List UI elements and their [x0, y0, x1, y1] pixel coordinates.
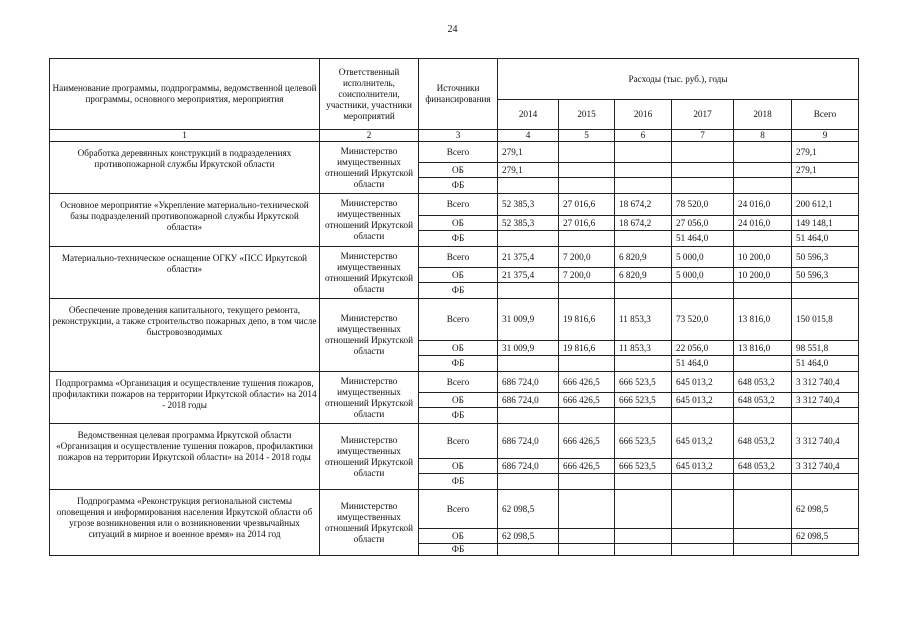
expense-value-cell: [559, 408, 615, 424]
expense-value-cell: 51 464,0: [792, 231, 859, 247]
funding-source-cell: Всего: [419, 490, 498, 529]
column-numbers-row: [50, 130, 859, 142]
header-source-cell: Источники финансирования: [419, 59, 498, 130]
expense-value-cell: 7 200,0: [559, 247, 615, 268]
expense-value-cell: 279,1: [498, 163, 559, 178]
expense-value-cell: 18 674,2: [615, 216, 672, 231]
expense-value-cell: [615, 231, 672, 247]
column-number: 5: [559, 130, 615, 142]
program-name-cell: Материально-техническое оснащение ОГКУ «ПСС Иркутской области»: [50, 247, 320, 299]
expense-value-cell: [498, 231, 559, 247]
expense-value-cell: 31 009,9: [498, 299, 559, 341]
expense-value-cell: 11 853,3: [615, 299, 672, 341]
expense-value-cell: 645 013,2: [672, 393, 734, 408]
expense-value-cell: [672, 163, 734, 178]
executor-cell: Министерство имущественных отношений Иркутской области: [320, 372, 419, 424]
funding-source-cell: ОБ: [419, 393, 498, 408]
expense-value-cell: 666 523,5: [615, 393, 672, 408]
executor-cell: Министерство имущественных отношений Иркутской области: [320, 490, 419, 556]
expense-value-cell: [559, 544, 615, 556]
expense-value-cell: [792, 474, 859, 490]
column-number: 3: [419, 130, 498, 142]
header-year-2018: 2018: [734, 100, 792, 130]
column-number: 8: [734, 130, 792, 142]
header-year-2016: 2016: [615, 100, 672, 130]
funding-source-cell: ОБ: [419, 529, 498, 544]
expense-value-cell: [734, 163, 792, 178]
expense-value-cell: [559, 474, 615, 490]
column-number: 4: [498, 130, 559, 142]
executor-cell: Министерство имущественных отношений Иркутской области: [320, 424, 419, 490]
expense-value-cell: [498, 283, 559, 299]
expense-value-cell: [559, 356, 615, 372]
expense-value-cell: [792, 283, 859, 299]
expense-value-cell: [498, 544, 559, 556]
expense-value-cell: 10 200,0: [734, 247, 792, 268]
funding-source-cell: ОБ: [419, 459, 498, 474]
funding-source-cell: ФБ: [419, 231, 498, 247]
expense-value-cell: [615, 163, 672, 178]
funding-source-cell: ФБ: [419, 408, 498, 424]
table-row: [50, 490, 859, 529]
funding-source-cell: ФБ: [419, 474, 498, 490]
program-name-cell: Ведомственная целевая программа Иркутской области «Организация и осуществление тушения пожаров, профилактики пожаров на территории Иркутской области» на 2014 - 2018 годы: [50, 424, 320, 490]
header-row-top: [50, 59, 859, 100]
expense-value-cell: 6 820,9: [615, 247, 672, 268]
table-body: [50, 59, 859, 556]
page-number: 24: [447, 24, 458, 35]
expense-value-cell: 6 820,9: [615, 268, 672, 283]
expense-value-cell: 686 724,0: [498, 393, 559, 408]
funding-source-cell: Всего: [419, 142, 498, 163]
expense-value-cell: [615, 283, 672, 299]
funding-source-cell: Всего: [419, 299, 498, 341]
expense-value-cell: 22 056,0: [672, 341, 734, 356]
expense-value-cell: 645 013,2: [672, 372, 734, 393]
expense-value-cell: 150 015,8: [792, 299, 859, 341]
header-exec-cell: Ответственный исполнитель, соисполнители, участники, участники мероприятий: [320, 59, 419, 130]
expense-value-cell: 648 053,2: [734, 372, 792, 393]
expense-value-cell: 19 816,6: [559, 299, 615, 341]
expense-value-cell: 27 016,6: [559, 194, 615, 216]
expense-value-cell: [672, 490, 734, 529]
expense-value-cell: 3 312 740,4: [792, 372, 859, 393]
expense-value-cell: 645 013,2: [672, 424, 734, 459]
expense-value-cell: [672, 544, 734, 556]
expense-value-cell: 51 464,0: [672, 356, 734, 372]
expense-value-cell: [734, 231, 792, 247]
column-number: 6: [615, 130, 672, 142]
funding-source-cell: ОБ: [419, 341, 498, 356]
funding-source-cell: ФБ: [419, 356, 498, 372]
executor-cell: Министерство имущественных отношений Иркутской области: [320, 247, 419, 299]
header-name-cell: Наименование программы, подпрограммы, ведомственной целевой программы, основного мероприятия, мероприятия: [50, 59, 320, 130]
expense-value-cell: 686 724,0: [498, 459, 559, 474]
program-name-cell: Основное мероприятие «Укрепление материально-технической базы подразделений противопожарной службы Иркутской области»: [50, 194, 320, 247]
expense-value-cell: [734, 142, 792, 163]
expense-value-cell: 3 312 740,4: [792, 459, 859, 474]
expense-value-cell: 200 612,1: [792, 194, 859, 216]
expense-value-cell: [734, 283, 792, 299]
expense-value-cell: [498, 356, 559, 372]
expense-value-cell: 666 523,5: [615, 372, 672, 393]
column-number: 1: [50, 130, 320, 142]
expense-value-cell: [615, 408, 672, 424]
expense-value-cell: [672, 408, 734, 424]
expense-value-cell: [615, 544, 672, 556]
expense-value-cell: [559, 283, 615, 299]
expense-value-cell: [672, 283, 734, 299]
expense-value-cell: [672, 474, 734, 490]
expense-value-cell: [559, 490, 615, 529]
expense-value-cell: [734, 474, 792, 490]
expense-value-cell: 5 000,0: [672, 247, 734, 268]
expense-value-cell: 62 098,5: [498, 490, 559, 529]
expense-value-cell: 648 053,2: [734, 424, 792, 459]
expense-value-cell: 52 385,3: [498, 194, 559, 216]
program-name-cell: Подпрограмма «Реконструкция региональной системы оповещения и информирования населения Иркутской области об угрозе возникновения или о возникновении чрезвычайных ситуаций в мирное и военное время» на 2014 год: [50, 490, 320, 556]
table-row: [50, 424, 859, 459]
expense-value-cell: 51 464,0: [672, 231, 734, 247]
expense-value-cell: 666 426,5: [559, 372, 615, 393]
funding-source-cell: ФБ: [419, 178, 498, 194]
budget-table: [49, 58, 859, 556]
expense-value-cell: 62 098,5: [498, 529, 559, 544]
expense-value-cell: 666 426,5: [559, 424, 615, 459]
expense-value-cell: 7 200,0: [559, 268, 615, 283]
expense-value-cell: 13 816,0: [734, 299, 792, 341]
header-year-2014: 2014: [498, 100, 559, 130]
header-year-2015: 2015: [559, 100, 615, 130]
header-expenses-cell: Расходы (тыс. руб.), годы: [498, 59, 859, 100]
header-year-2017: 2017: [672, 100, 734, 130]
expense-value-cell: [615, 178, 672, 194]
expense-value-cell: 3 312 740,4: [792, 424, 859, 459]
expense-value-cell: [615, 356, 672, 372]
funding-source-cell: ОБ: [419, 216, 498, 231]
expense-value-cell: [734, 544, 792, 556]
expense-value-cell: 3 312 740,4: [792, 393, 859, 408]
expense-value-cell: 31 009,9: [498, 341, 559, 356]
expense-value-cell: 666 426,5: [559, 459, 615, 474]
expense-value-cell: 666 426,5: [559, 393, 615, 408]
expense-value-cell: 62 098,5: [792, 490, 859, 529]
expense-value-cell: 62 098,5: [792, 529, 859, 544]
expense-value-cell: 149 148,1: [792, 216, 859, 231]
table-row: [50, 372, 859, 393]
expense-value-cell: 21 375,4: [498, 268, 559, 283]
expense-value-cell: [498, 474, 559, 490]
expense-value-cell: [672, 529, 734, 544]
program-name-cell: Обеспечение проведения капитального, текущего ремонта, реконструкции, а также строительство пожарных депо, в том числе быстровозводимых: [50, 299, 320, 372]
expense-value-cell: [559, 163, 615, 178]
expense-value-cell: [734, 529, 792, 544]
expense-value-cell: 645 013,2: [672, 459, 734, 474]
executor-cell: Министерство имущественных отношений Иркутской области: [320, 194, 419, 247]
column-number: 9: [792, 130, 859, 142]
executor-cell: Министерство имущественных отношений Иркутской области: [320, 142, 419, 194]
expense-value-cell: 24 016,0: [734, 216, 792, 231]
expense-value-cell: [734, 356, 792, 372]
funding-source-cell: Всего: [419, 194, 498, 216]
table-row: [50, 247, 859, 268]
expense-value-cell: [734, 490, 792, 529]
table-row: [50, 142, 859, 163]
expense-value-cell: 5 000,0: [672, 268, 734, 283]
table-row: [50, 299, 859, 341]
expense-value-cell: 279,1: [792, 163, 859, 178]
executor-cell: Министерство имущественных отношений Иркутской области: [320, 299, 419, 372]
expense-value-cell: [498, 178, 559, 194]
funding-source-cell: ОБ: [419, 163, 498, 178]
expense-value-cell: 27 016,6: [559, 216, 615, 231]
expense-value-cell: [672, 178, 734, 194]
expense-value-cell: 50 596,3: [792, 268, 859, 283]
expense-value-cell: [615, 490, 672, 529]
expense-value-cell: 19 816,6: [559, 341, 615, 356]
expense-value-cell: [615, 474, 672, 490]
funding-source-cell: ФБ: [419, 544, 498, 556]
expense-value-cell: [615, 529, 672, 544]
expense-value-cell: [734, 408, 792, 424]
column-number: 2: [320, 130, 419, 142]
expense-value-cell: 13 816,0: [734, 341, 792, 356]
expense-value-cell: 648 053,2: [734, 459, 792, 474]
expense-value-cell: 666 523,5: [615, 424, 672, 459]
expense-value-cell: 11 853,3: [615, 341, 672, 356]
expense-value-cell: [672, 142, 734, 163]
expense-value-cell: 27 056,0: [672, 216, 734, 231]
expense-value-cell: [792, 408, 859, 424]
expense-value-cell: 73 520,0: [672, 299, 734, 341]
expense-value-cell: 686 724,0: [498, 424, 559, 459]
program-name-cell: Подпрограмма «Организация и осуществление тушения пожаров, профилактики пожаров на территории Иркутской области» на 2014 - 2018 годы: [50, 372, 320, 424]
expense-value-cell: 21 375,4: [498, 247, 559, 268]
expense-value-cell: 686 724,0: [498, 372, 559, 393]
expense-value-cell: [559, 231, 615, 247]
expense-value-cell: 98 551,8: [792, 341, 859, 356]
expense-value-cell: 78 520,0: [672, 194, 734, 216]
expense-value-cell: [792, 178, 859, 194]
expense-value-cell: 51 464,0: [792, 356, 859, 372]
funding-source-cell: Всего: [419, 247, 498, 268]
expense-value-cell: [792, 544, 859, 556]
funding-source-cell: Всего: [419, 372, 498, 393]
program-name-cell: Обработка деревянных конструкций в подразделениях противопожарной службы Иркутской области: [50, 142, 320, 194]
expense-value-cell: 18 674,2: [615, 194, 672, 216]
expense-value-cell: [559, 529, 615, 544]
expense-value-cell: [615, 142, 672, 163]
expense-value-cell: 50 596,3: [792, 247, 859, 268]
expense-value-cell: [559, 178, 615, 194]
expense-value-cell: 10 200,0: [734, 268, 792, 283]
table-row: [50, 194, 859, 216]
funding-source-cell: ОБ: [419, 268, 498, 283]
expense-value-cell: 24 016,0: [734, 194, 792, 216]
expense-value-cell: 279,1: [792, 142, 859, 163]
header-year-total: Всего: [792, 100, 859, 130]
expense-value-cell: [734, 178, 792, 194]
expense-value-cell: 279,1: [498, 142, 559, 163]
expense-value-cell: 648 053,2: [734, 393, 792, 408]
expense-value-cell: [498, 408, 559, 424]
funding-source-cell: ФБ: [419, 283, 498, 299]
funding-source-cell: Всего: [419, 424, 498, 459]
expense-value-cell: 666 523,5: [615, 459, 672, 474]
expense-value-cell: [559, 142, 615, 163]
column-number: 7: [672, 130, 734, 142]
expense-value-cell: 52 385,3: [498, 216, 559, 231]
